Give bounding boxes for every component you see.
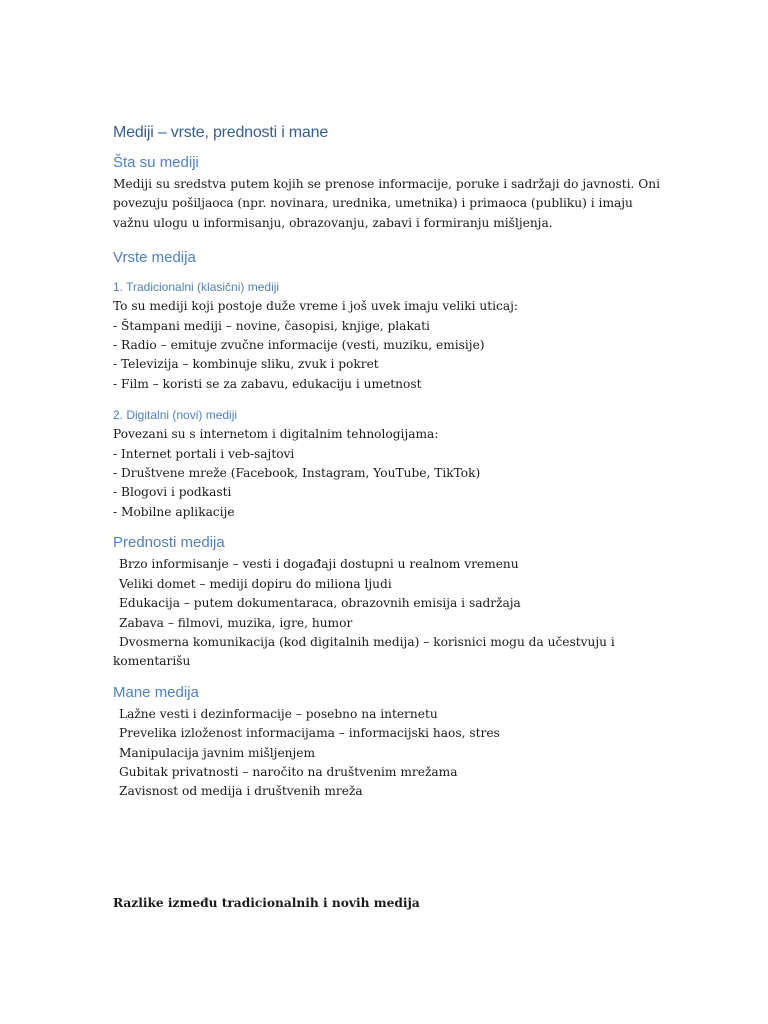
list-item: Edukacija – putem dokumentaraca, obrazovnih emisija i sadržaja	[119, 596, 521, 611]
list-item-continuation: komentarišu	[113, 654, 191, 669]
list-item: - Radio – emituje zvučne informacije (vesti, muziku, emisije)	[113, 338, 485, 353]
paragraph-sta-su-mediji: Mediji su sredstva putem kojih se prenose informacije, poruke i sadržaji do javnosti. Oni povezuju pošiljaoca (npr. novinara, urednika, umetnika) i primaoca (publiku) i imaju važnu ulogu u informisanju, obrazovanju, zabavi i formiranju mišljenja.	[113, 177, 661, 230]
heading-razlike: Razlike između tradicionalnih i novih medija	[113, 896, 420, 910]
heading-digitalni: 2. Digitalni (novi) mediji	[113, 408, 238, 423]
heading-mane: Mane medija	[113, 683, 199, 701]
list-item: Prevelika izloženost informacijama – informacijski haos, stres	[119, 726, 500, 741]
list-item: - Film – koristi se za zabavu, edukaciju i umetnost	[113, 376, 422, 391]
list-item: Gubitak privatnosti – naročito na društvenim mrežama	[119, 764, 458, 779]
list-item: - Mobilne aplikacije	[113, 504, 235, 519]
list-item: - Blogovi i podkasti	[113, 485, 232, 500]
list-item: Veliki domet – mediji dopiru do miliona ljudi	[119, 576, 392, 591]
dig-intro: Povezani su s internetom i digitalnim tehnologijama:	[113, 427, 439, 442]
list-item: Dvosmerna komunikacija (kod digitalnih medija) – korisnici mogu da učestvuju i	[119, 634, 615, 649]
list-item: Manipulacija javnim mišljenjem	[119, 745, 316, 760]
list-item: Brzo informisanje – vesti i događaji dostupni u realnom vremenu	[119, 557, 519, 572]
list-item: - Televizija – kombinuje sliku, zvuk i pokret	[113, 357, 379, 372]
list-item: Zavisnost od medija i društvenih mreža	[119, 784, 363, 799]
list-item: - Društvene mreže (Facebook, Instagram, YouTube, TikTok)	[113, 466, 481, 481]
list-item: Zabava – filmovi, muzika, igre, humor	[119, 615, 353, 630]
list-item: - Internet portali i veb-sajtovi	[113, 446, 295, 461]
heading-prednosti: Prednosti medija	[113, 534, 225, 552]
list-item: Lažne vesti i dezinformacije – posebno na internetu	[119, 706, 438, 721]
heading-vrste-medija: Vrste medija	[113, 249, 196, 267]
list-item: - Štampani mediji – novine, časopisi, knjige, plakati	[113, 318, 430, 333]
document-body	[113, 124, 673, 802]
trad-intro: To su mediji koji postoje duže vreme i još uvek imaju veliki uticaj:	[113, 299, 519, 314]
document-title: Mediji – vrste, prednosti i mane	[113, 124, 329, 141]
heading-sta-su-mediji: Šta su mediji	[113, 154, 199, 171]
heading-tradicionalni: 1. Tradicionalni (klasični) mediji	[113, 280, 280, 295]
